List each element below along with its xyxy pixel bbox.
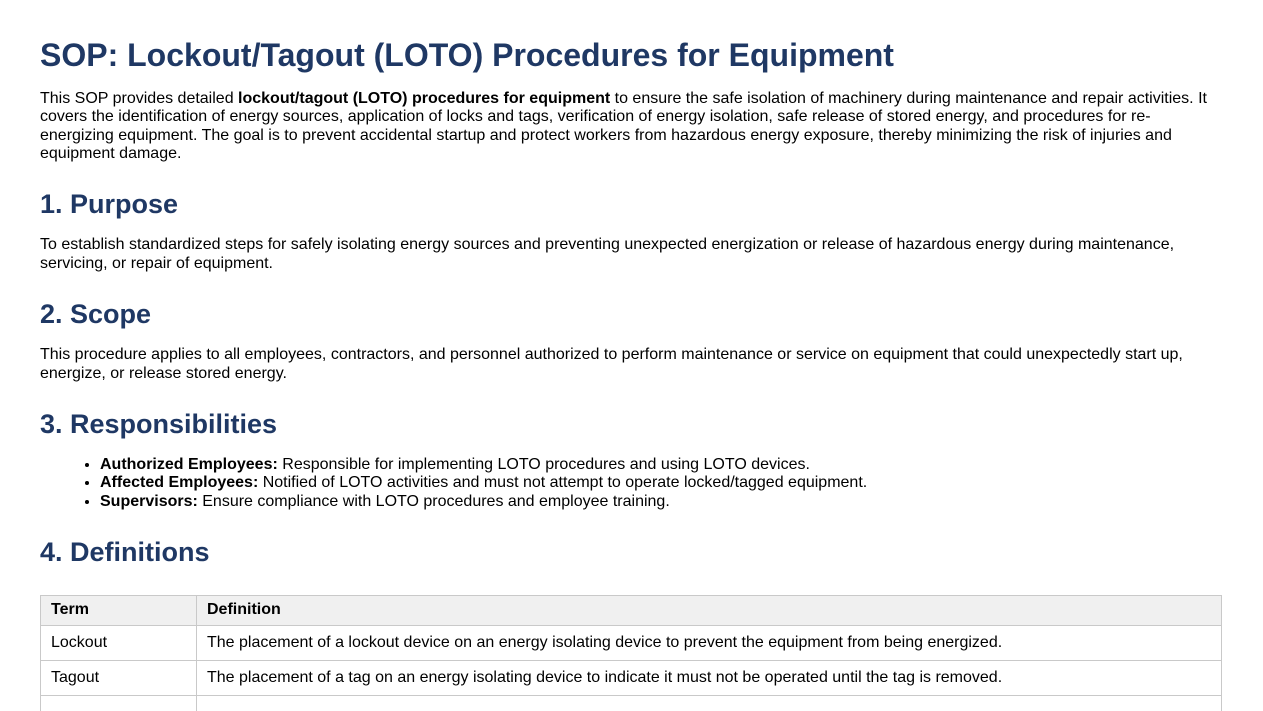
list-item-text: Notified of LOTO activities and must not attempt to operate locked/tagged equipment. xyxy=(258,474,868,492)
table-row-partial xyxy=(41,696,1222,711)
table-cell-term xyxy=(41,696,197,711)
table-cell-term: Lockout xyxy=(41,625,197,660)
list-item-text: Ensure compliance with LOTO procedures and employee training. xyxy=(197,492,670,510)
page-title: SOP: Lockout/Tagout (LOTO) Procedures for Equipment xyxy=(40,37,894,73)
definitions-table-body xyxy=(41,625,1222,711)
table-row xyxy=(41,661,1222,696)
list-item xyxy=(100,474,1222,492)
table-cell-definition: The placement of a lockout device on an energy isolating device to prevent the equipment from being energized. xyxy=(197,625,1222,660)
section-heading-responsibilities: 3. Responsibilities xyxy=(40,409,278,440)
list-item-label: Affected Employees: xyxy=(100,474,259,492)
intro-paragraph xyxy=(40,90,1222,164)
table-header-definition: Definition xyxy=(197,596,1222,625)
list-item-label: Supervisors: xyxy=(100,492,198,510)
section-heading-definitions: 4. Definitions xyxy=(40,537,210,568)
table-cell-definition xyxy=(197,696,1222,711)
table-row xyxy=(41,625,1222,660)
list-item xyxy=(100,456,1222,474)
list-item xyxy=(100,493,1222,511)
definitions-table-head xyxy=(41,596,1222,625)
list-item-text: Responsible for implementing LOTO procedures and using LOTO devices. xyxy=(277,456,810,474)
scope-text: This procedure applies to all employees, contractors, and personnel authorized to perform maintenance or service on equipment that could unexpectedly start up, energize, or release stored energy. xyxy=(40,346,1183,382)
intro-text-pre: This SOP provides detailed xyxy=(40,89,239,107)
responsibilities-list xyxy=(40,456,1222,511)
purpose-text: To establish standardized steps for safely isolating energy sources and preventing unexpected energization or release of hazardous energy during maintenance, servicing, or repair of equipment. xyxy=(40,236,1175,272)
section-heading-purpose: 1. Purpose xyxy=(40,189,179,220)
table-header-term: Term xyxy=(41,596,197,625)
intro-text-bold: lockout/tagout (LOTO) procedures for equipment xyxy=(238,89,611,107)
list-item-label: Authorized Employees: xyxy=(100,456,278,474)
table-header-row xyxy=(41,596,1222,625)
definitions-table xyxy=(40,595,1222,711)
table-cell-definition: The placement of a tag on an energy isolating device to indicate it must not be operated until the tag is removed. xyxy=(197,661,1222,696)
table-cell-term: Tagout xyxy=(41,661,197,696)
section-heading-scope: 2. Scope xyxy=(40,299,152,330)
intro-text-post: to ensure the safe isolation of machinery during maintenance and repair activities. It covers the identification of energy sources, application of locks and tags, verification of energy isolation, safe release of stored energy, and procedures for re-energizing equipment. The goal is to prevent accidental startup and protect workers from hazardous energy exposure, thereby minimizing the risk of injuries and equipment damage. xyxy=(40,89,1207,162)
